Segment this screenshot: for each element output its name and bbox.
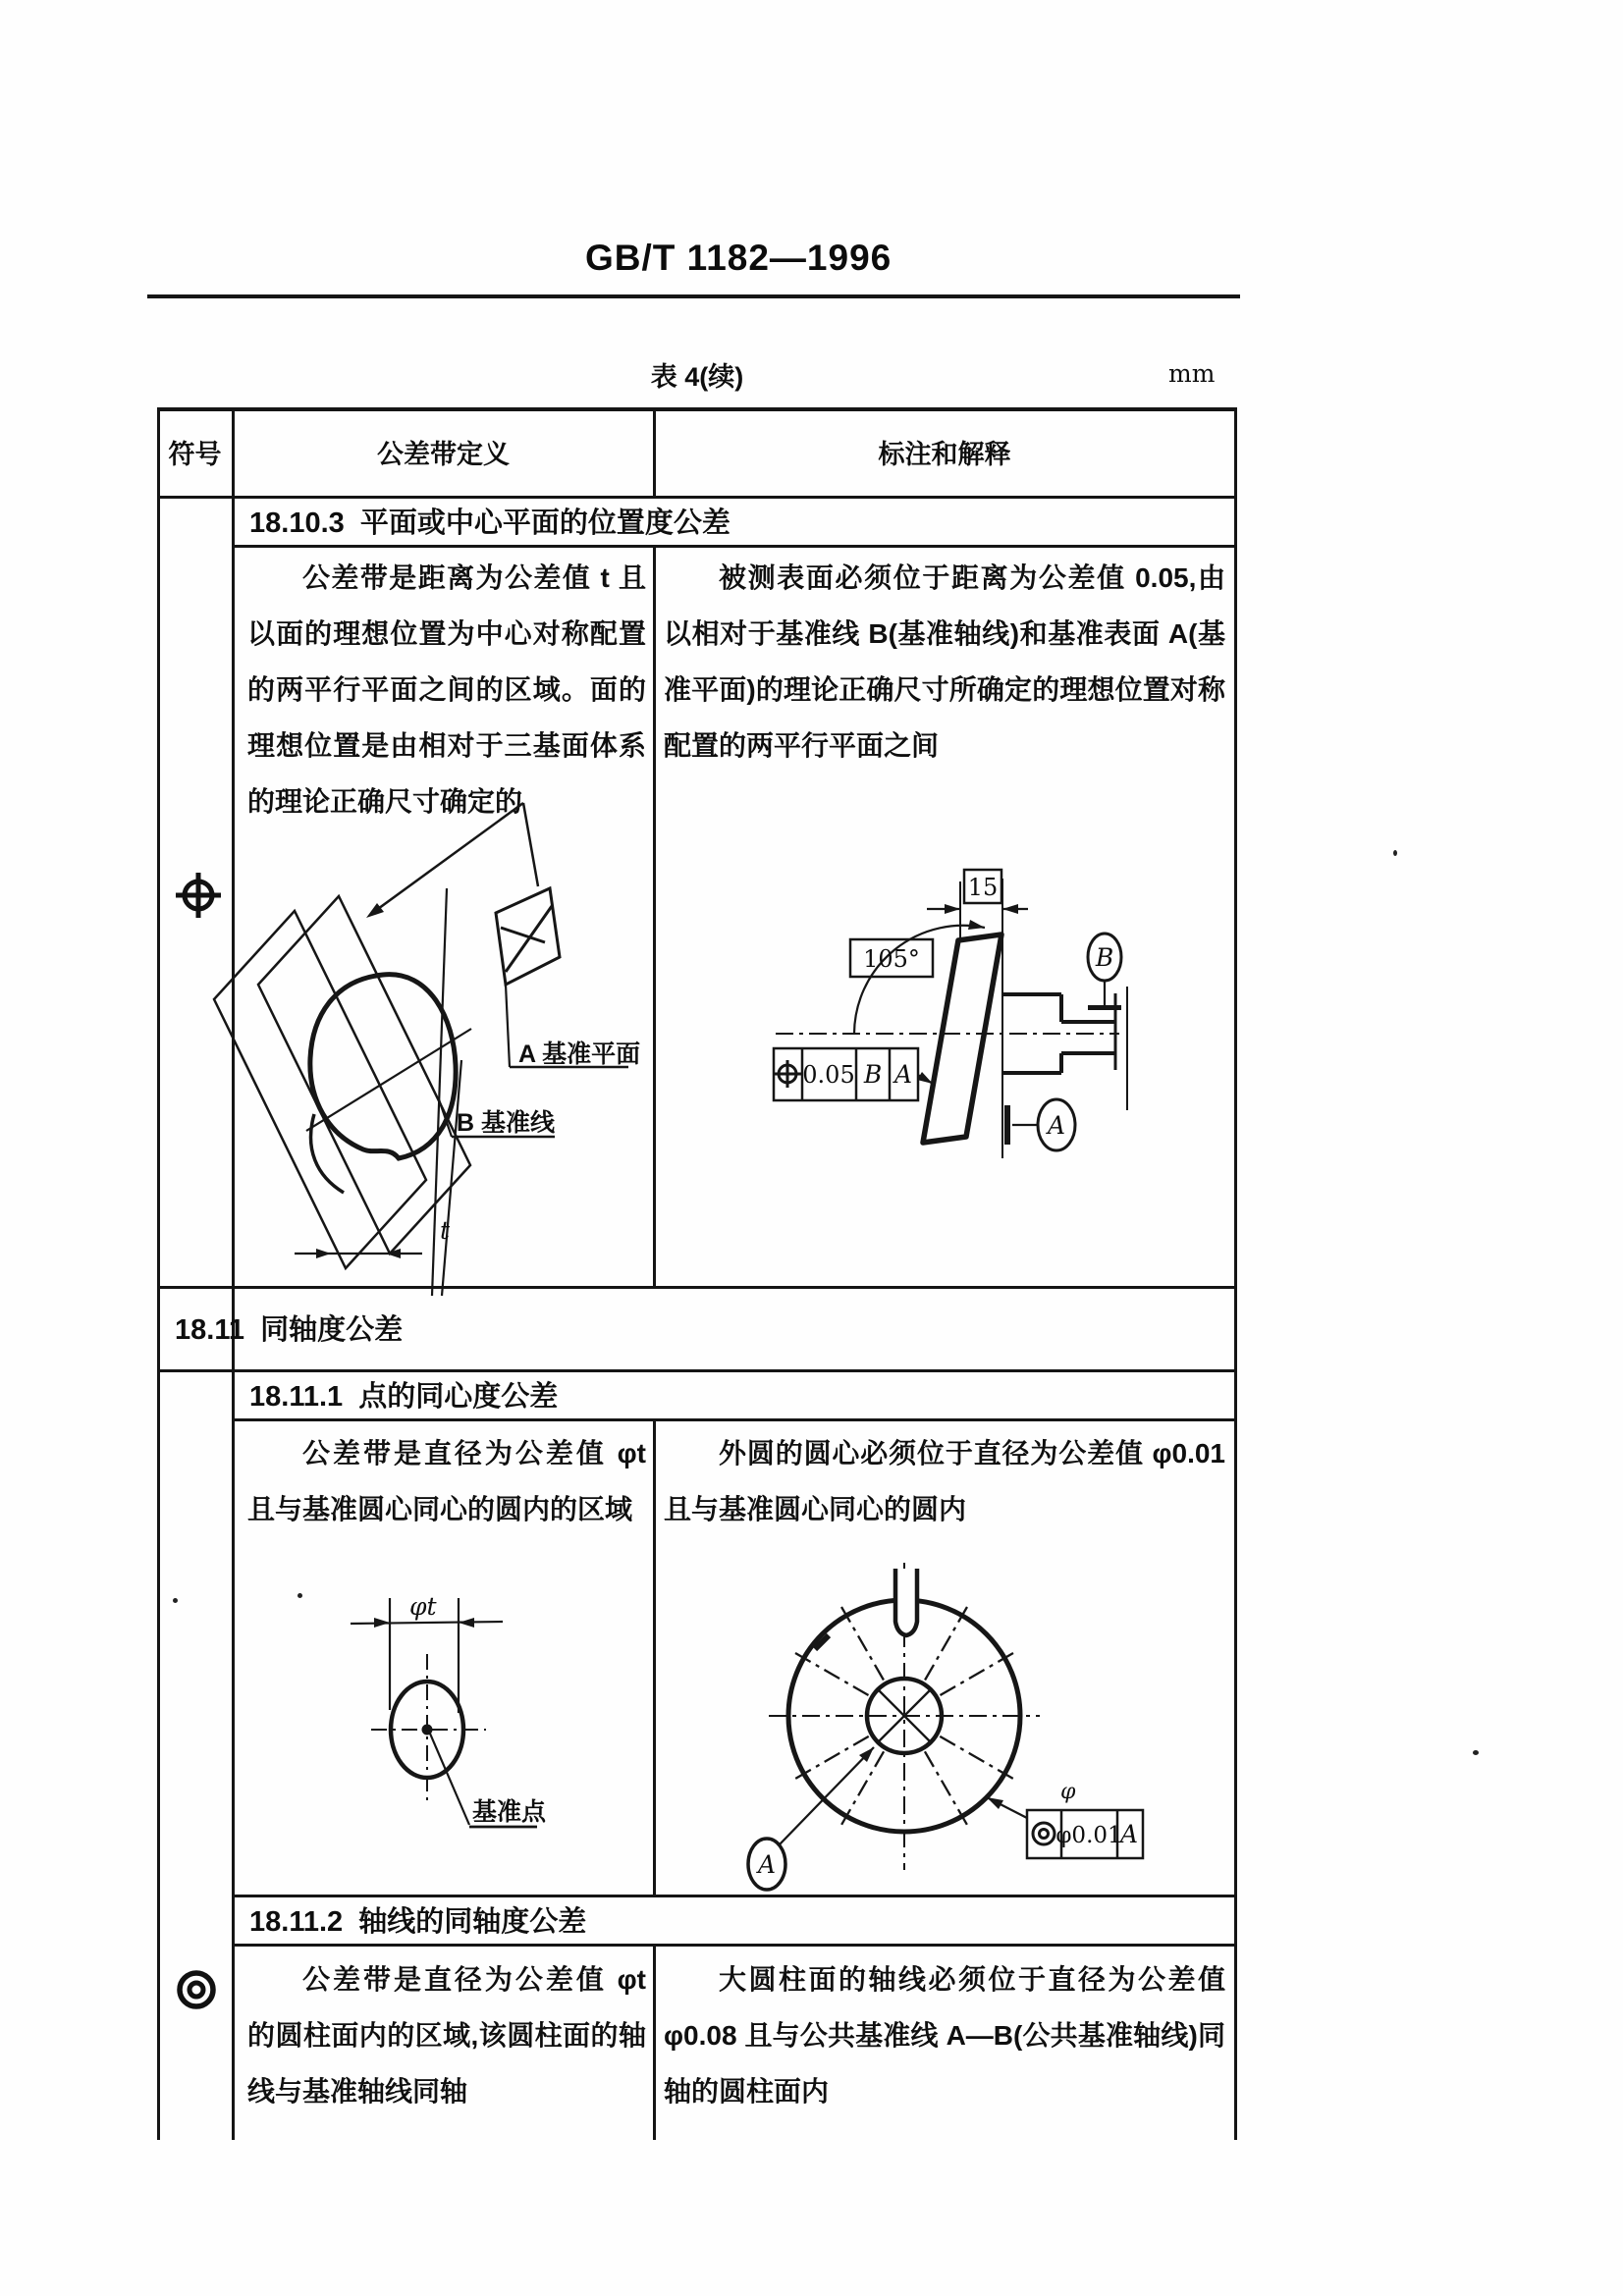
- phi-t-label: φt: [409, 1592, 437, 1621]
- concentricity-symbol-shape: [180, 1973, 213, 2006]
- concentricity-symbol-in-frame: [1033, 1823, 1055, 1844]
- tolerance-dimension: [295, 1249, 422, 1258]
- arrowhead: [316, 1249, 331, 1258]
- phi-mark: φ: [1060, 1780, 1076, 1804]
- definition-diagram-18-10-3: [206, 775, 654, 1281]
- section-heading-18-10-3: 18.10.3 平面或中心平面的位置度公差: [249, 507, 730, 539]
- definition-diagram-18-11-1: [290, 1569, 604, 1853]
- arrowhead: [459, 1618, 474, 1628]
- shaft-outline: [1002, 987, 1127, 1110]
- section-heading-18-11-2: 18.11.2 轴线的同轴度公差: [249, 1905, 587, 1938]
- angle-105-label: 105°: [863, 945, 920, 973]
- table-border-line: [653, 1418, 656, 1895]
- unit-label: mm: [1168, 359, 1216, 388]
- annotation-text-18-10-3: 被测表面必须位于距离为公差值 0.05,由以相对于基准线 B(基准轴线)和基准表面 A(基准平面)的理论正确尺寸所确定的理想位置对称配置的两平行平面之间: [664, 562, 1225, 761]
- leader-line: [430, 1734, 469, 1825]
- position-symbol-in-frame: [774, 1060, 801, 1088]
- scan-speck: [298, 1593, 302, 1598]
- keyway-slot: [895, 1569, 917, 1635]
- annotation-diagram-18-10-3: [687, 834, 1237, 1227]
- fcf-datum-a: A: [893, 1060, 913, 1089]
- datum-a-letter: A: [757, 1850, 777, 1879]
- table-border-line: [653, 1944, 656, 2140]
- standard-number: GB/T 1182—1996: [585, 238, 893, 278]
- datum-line-b-label: B 基准线: [457, 1109, 556, 1137]
- parallel-planes: [214, 896, 470, 1268]
- annotation-text-18-11-2: 大圆柱面的轴线必须位于直径为公差值 φ0.08 且与公共基准线 A—B(公共基准轴线)同轴的圆柱面内: [664, 1964, 1225, 2107]
- scan-speck: [1473, 1750, 1479, 1755]
- definition-text-18-11-1: 公差带是直径为公差值 φt 且与基准圆心同心的圆内的区域: [247, 1438, 646, 1524]
- section-heading-18-11-1: 18.11.1 点的同心度公差: [249, 1380, 559, 1413]
- drawing-lines: [774, 870, 1127, 1158]
- table-border-line: [232, 545, 1237, 548]
- table-border-line: [232, 1944, 1237, 1947]
- fcf-tolerance-value: 0.05: [802, 1061, 855, 1089]
- header-rule: [147, 294, 1240, 298]
- actual-surface-outline: [310, 975, 456, 1158]
- arrowhead: [1002, 904, 1018, 914]
- column-header-annotation: 标注和解释: [878, 439, 1011, 469]
- dim-15-label: 15: [967, 874, 999, 901]
- datum-a-letter: A: [1047, 1111, 1066, 1140]
- definition-text-18-11-2: 公差带是直径为公差值 φt 的圆柱面内的区域,该圆柱面的轴线与基准轴线同轴: [247, 1964, 646, 2107]
- arrowhead: [917, 1072, 933, 1084]
- tolerance-t-label: t: [440, 1216, 451, 1245]
- fcf-datum-a: A: [1119, 1820, 1139, 1848]
- arrowhead: [945, 904, 960, 914]
- arrowhead: [374, 1618, 390, 1628]
- section-heading-18-11: 18.11 同轴度公差: [175, 1314, 404, 1346]
- concentricity-zone-sketch: [351, 1598, 537, 1827]
- datum-plane-a-symbol: [496, 888, 560, 985]
- table-title: 表 4(续): [650, 362, 744, 392]
- column-header-definition: 公差带定义: [377, 439, 510, 469]
- table-border-line: [232, 1418, 1237, 1421]
- fcf-tolerance-value: φ0.01: [1055, 1823, 1122, 1848]
- tilted-plate: [923, 934, 1001, 1143]
- arrowhead: [987, 1797, 1003, 1809]
- table-border-line: [1234, 407, 1237, 2140]
- annotation-diagram-18-11-1: [727, 1531, 1159, 1914]
- fcf-datum-b: B: [863, 1060, 883, 1089]
- column-header-symbol: 符号: [168, 439, 222, 469]
- datum-point-label: 基准点: [472, 1798, 547, 1826]
- scan-speck: [173, 1598, 178, 1603]
- table-border-line: [157, 407, 160, 2140]
- scan-speck: [1393, 850, 1397, 856]
- datum-plane-a-label: A 基准平面: [518, 1041, 641, 1068]
- definition-text-18-10-3: 公差带是距离为公差值 t 且以面的理想位置为中心对称配置的两平行平面之间的区域。面的理想位置是由相对于三基面体系的理论正确尺寸确定的: [247, 562, 646, 817]
- annotation-text-18-11-1: 外圆的圆心必须位于直径为公差值 φ0.01 且与基准圆心同心的圆内: [664, 1438, 1225, 1524]
- concentricity-icon: [173, 1966, 220, 2013]
- datum-b-letter: B: [1095, 943, 1114, 972]
